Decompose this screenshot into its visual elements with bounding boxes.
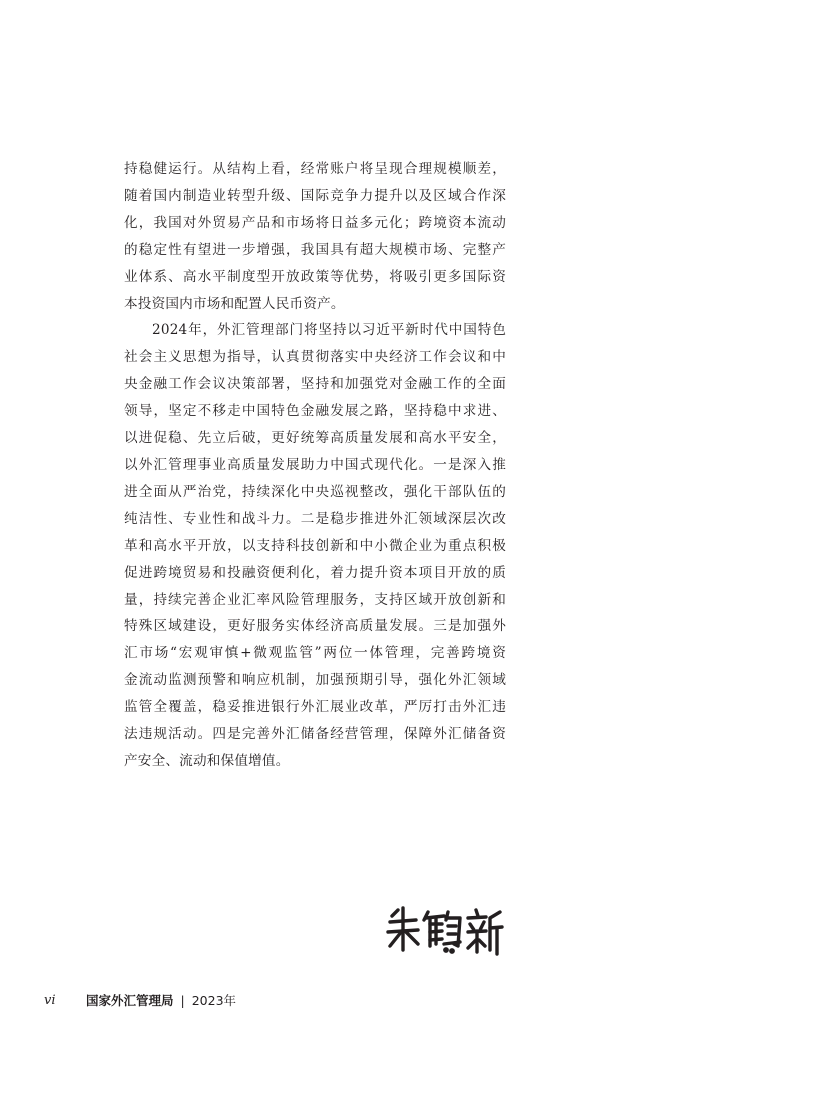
text-line: 以进促稳、先立后破，更好统筹高质量发展和高水平安全， <box>124 430 506 447</box>
body-text <box>124 156 506 775</box>
page-footer <box>44 990 236 1010</box>
report-year: 2023年 <box>191 993 237 1008</box>
text-line: 的稳定性有望进一步增强，我国具有超大规模市场、完整产 <box>124 241 506 258</box>
text-line: 法违规活动。四是完善外汇储备经营管理，保障外汇储备资 <box>124 726 506 743</box>
handwritten-signature <box>384 900 504 960</box>
text-line: 社会主义思想为指导，认真贯彻落实中央经济工作会议和中 <box>124 349 506 366</box>
text-line: 促进跨境贸易和投融资便利化，着力提升资本项目开放的质 <box>124 564 506 581</box>
paragraph-2 <box>124 317 506 774</box>
text-line: 随着国内制造业转型升级、国际竞争力提升以及区域合作深 <box>124 187 506 204</box>
text-line: 2024年，外汇管理部门将坚持以习近平新时代中国特色 <box>152 322 506 339</box>
publisher-name: 国家外汇管理局 <box>86 993 174 1008</box>
text-line: 央金融工作会议决策部署，坚持和加强党对金融工作的全面 <box>124 376 506 393</box>
text-line: 纯洁性、专业性和战斗力。二是稳步推进外汇领域深层次改 <box>124 510 506 527</box>
text-line: 进全面从严治党，持续深化中央巡视整改，强化干部队伍的 <box>124 483 506 500</box>
text-line: 化，我国对外贸易产品和市场将日益多元化；跨境资本流动 <box>124 214 506 231</box>
text-line: 业体系、高水平制度型开放政策等优势，将吸引更多国际资 <box>124 268 506 285</box>
text-line: 领导，坚定不移走中国特色金融发展之路，坚持稳中求进、 <box>124 403 506 420</box>
text-line: 监管全覆盖，稳妥推进银行外汇展业改革，严厉打击外汇违 <box>124 699 506 716</box>
text-line: 特殊区域建设，更好服务实体经济高质量发展。三是加强外 <box>124 618 506 635</box>
text-line: 本投资国内市场和配置人民币资产。 <box>124 295 345 312</box>
footer-separator: | <box>180 992 185 1008</box>
text-line: 革和高水平开放，以支持科技创新和中小微企业为重点积极 <box>124 537 506 554</box>
text-line: 产安全、流动和保值增值。 <box>124 752 290 769</box>
text-line: 量，持续完善企业汇率风险管理服务，支持区域开放创新和 <box>124 591 506 608</box>
text-line: 汇市场“宏观审慎+微观监管”两位一体管理，完善跨境资 <box>124 645 506 662</box>
text-line: 持稳健运行。从结构上看，经常账户将呈现合理规模顺差， <box>124 161 506 177</box>
text-line: 以外汇管理事业高质量发展助力中国式现代化。一是深入推 <box>124 456 506 473</box>
page-number: vi <box>44 992 56 1008</box>
text-line: 金流动监测预警和响应机制，加强预期引导，强化外汇领域 <box>124 672 506 689</box>
paragraph-1 <box>124 156 506 317</box>
